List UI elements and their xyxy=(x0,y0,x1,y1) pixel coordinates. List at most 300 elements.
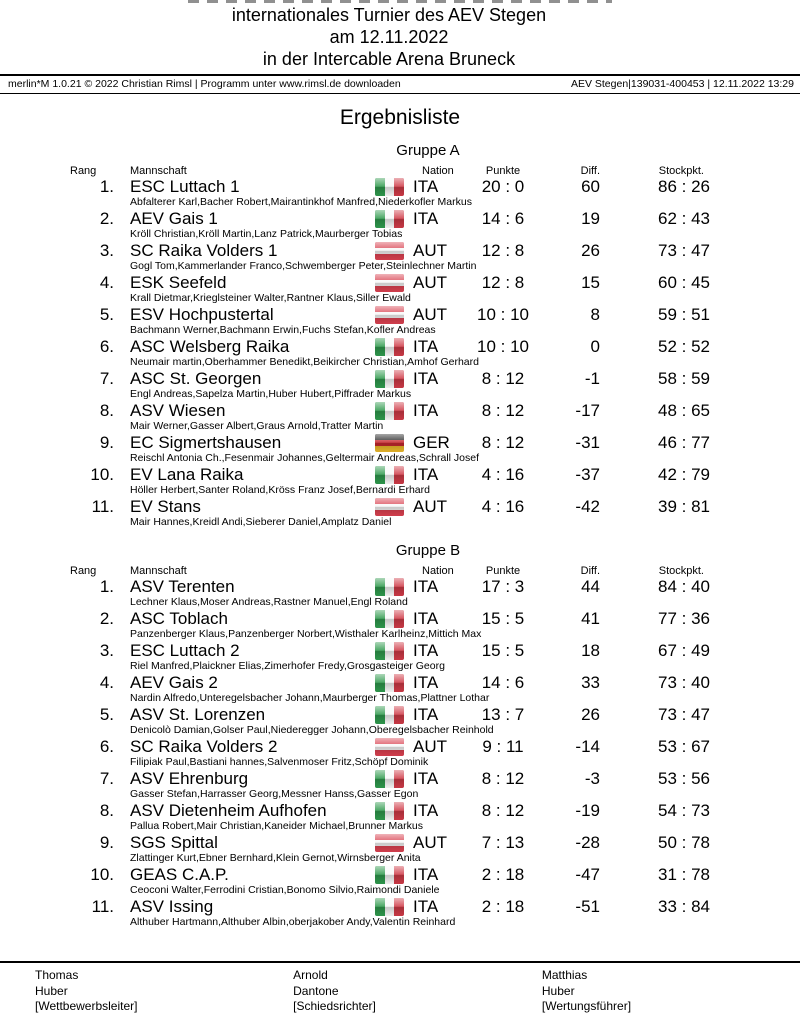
team-cell: EC Sigmertshausen xyxy=(130,433,282,452)
team-cell: ASV Issing xyxy=(130,897,214,916)
nation-cell: ITA xyxy=(413,177,439,196)
diff-cell: 0 xyxy=(590,337,600,356)
points-cell: 4 : 16 xyxy=(481,497,525,516)
team-cell: AEV Gais 2 xyxy=(130,673,218,692)
nation-cell: ITA xyxy=(413,577,439,596)
nation-cell: ITA xyxy=(413,337,439,356)
table-row xyxy=(0,833,800,865)
header-team: Mannschaft xyxy=(130,565,187,577)
players-line: Zlattinger Kurt,Ebner Bernhard,Klein Gernot,Wirnsberger Anita xyxy=(130,852,421,864)
flag-cell xyxy=(375,306,408,324)
flag-icon-aut xyxy=(375,274,404,292)
diff-cell: -3 xyxy=(584,769,600,788)
clipped-text-top xyxy=(188,0,612,3)
points-cell: 8 : 12 xyxy=(481,433,525,452)
stock-cell: 67 : 49 xyxy=(658,641,710,660)
diff-cell: -1 xyxy=(584,369,600,388)
team-main-row xyxy=(0,737,800,756)
rank-cell: 8. xyxy=(99,401,114,420)
nation-cell: ITA xyxy=(413,609,439,628)
rank-cell: 3. xyxy=(99,641,114,660)
flag-icon-ita xyxy=(375,178,404,196)
diff-cell: -17 xyxy=(575,401,600,420)
table-row xyxy=(0,737,800,769)
rank-cell: 1. xyxy=(99,577,114,596)
stock-cell: 86 : 26 xyxy=(658,177,710,196)
players-line: Riel Manfred,Plaickner Elias,Zimerhofer Fredy,Grosgasteiger Georg xyxy=(130,660,445,672)
diff-cell: -47 xyxy=(575,865,600,884)
team-cell: EV Lana Raika xyxy=(130,465,244,484)
flag-gloss xyxy=(375,274,404,292)
flag-gloss xyxy=(375,402,404,420)
flag-gloss xyxy=(375,306,404,324)
rank-cell: 6. xyxy=(99,737,114,756)
players-line: Neumair martin,Oberhammer Benedikt,Beikircher Christian,Amhof Gerhard xyxy=(130,356,479,368)
points-cell: 9 : 11 xyxy=(482,737,524,756)
flag-cell xyxy=(375,370,408,388)
rank-cell: 11. xyxy=(91,497,114,516)
table-row xyxy=(0,577,800,609)
points-cell: 10 : 10 xyxy=(477,305,529,324)
table-header-row xyxy=(0,562,800,577)
stock-cell: 62 : 43 xyxy=(658,209,710,228)
team-cell: EV Stans xyxy=(130,497,201,516)
flag-cell xyxy=(375,674,408,692)
nation-cell: ITA xyxy=(413,865,439,884)
title-line: am 12.11.2022 xyxy=(329,27,449,47)
players-line: Althuber Hartmann,Althuber Albin,oberjakober Andy,Valentin Reinhard xyxy=(130,916,456,928)
team-cell: ESC Luttach 1 xyxy=(130,177,240,196)
rank-cell: 7. xyxy=(99,369,114,388)
group-title: Gruppe B xyxy=(395,542,461,559)
points-cell: 8 : 12 xyxy=(481,801,525,820)
stock-cell: 60 : 45 xyxy=(658,273,710,292)
flag-icon-ita xyxy=(375,706,404,724)
points-cell: 13 : 7 xyxy=(481,705,525,724)
players-line: Mair Hannes,Kreidl Andi,Sieberer Daniel,Amplatz Daniel xyxy=(130,516,392,528)
flag-icon-ita xyxy=(375,642,404,660)
flag-cell xyxy=(375,770,408,788)
flag-gloss xyxy=(375,466,404,484)
team-main-row xyxy=(0,337,800,356)
flag-gloss xyxy=(375,642,404,660)
nation-cell: AUT xyxy=(413,305,447,324)
diff-cell: -14 xyxy=(575,737,600,756)
team-main-row xyxy=(0,433,800,452)
flag-icon-aut xyxy=(375,834,404,852)
team-cell: GEAS C.A.P. xyxy=(130,865,229,884)
flag-icon-ita xyxy=(375,402,404,420)
group-section xyxy=(0,142,800,529)
flag-cell xyxy=(375,178,408,196)
diff-cell: -31 xyxy=(575,433,600,452)
flag-cell xyxy=(375,338,408,356)
header-nation: Nation xyxy=(422,565,454,577)
table-header-row xyxy=(0,162,800,177)
diff-cell: 8 xyxy=(590,305,600,324)
flag-icon-aut xyxy=(375,498,404,516)
nation-cell: GER xyxy=(413,433,450,452)
flag-gloss xyxy=(375,210,404,228)
players-line: Denicolò Damian,Golser Paul,Niederegger Johann,Oberegelsbacher Reinhold xyxy=(130,724,494,736)
players-line: Filipiak Paul,Bastiani hannes,Salvenmoser Fritz,Schöpf Dominik xyxy=(130,756,429,768)
groups xyxy=(0,142,800,929)
team-main-row xyxy=(0,833,800,852)
stock-cell: 84 : 40 xyxy=(658,577,710,596)
team-main-row xyxy=(0,577,800,596)
points-cell: 20 : 0 xyxy=(481,177,525,196)
team-main-row xyxy=(0,705,800,724)
table-row xyxy=(0,241,800,273)
stock-cell: 59 : 51 xyxy=(658,305,710,324)
rank-cell: 7. xyxy=(99,769,114,788)
table-row xyxy=(0,401,800,433)
nation-cell: ITA xyxy=(413,673,439,692)
team-cell: ESV Hochpustertal xyxy=(130,305,274,324)
players-line: Ceoconi Walter,Ferrodini Cristian,Bonomo Silvio,Raimondi Daniele xyxy=(130,884,440,896)
tournament-title xyxy=(0,0,800,70)
flag-icon-ita xyxy=(375,370,404,388)
flag-gloss xyxy=(375,802,404,820)
official xyxy=(542,968,800,1015)
nation-cell: AUT xyxy=(413,737,447,756)
diff-cell: 26 xyxy=(581,241,600,260)
table-row xyxy=(0,673,800,705)
stock-cell: 33 : 84 xyxy=(658,897,710,916)
points-cell: 8 : 12 xyxy=(481,401,525,420)
flag-cell xyxy=(375,210,408,228)
rank-cell: 5. xyxy=(99,305,114,324)
nation-cell: AUT xyxy=(413,273,447,292)
team-cell: ESK Seefeld xyxy=(130,273,227,292)
header-rank: Rang xyxy=(70,565,97,577)
flag-icon-ita xyxy=(375,610,404,628)
points-cell: 12 : 8 xyxy=(481,241,525,260)
event-meta: AEV Stegen|139031-400453 | 12.11.2022 13:29 xyxy=(570,78,794,90)
stock-cell: 31 : 78 xyxy=(658,865,710,884)
team-main-row xyxy=(0,673,800,692)
flag-icon-ita xyxy=(375,802,404,820)
team-main-row xyxy=(0,177,800,196)
team-cell: ASV Ehrenburg xyxy=(130,769,249,788)
official-last-name: Huber xyxy=(35,983,68,998)
stock-cell: 50 : 78 xyxy=(658,833,710,852)
points-cell: 10 : 10 xyxy=(477,337,529,356)
flag-gloss xyxy=(375,834,404,852)
flag-icon-ita xyxy=(375,338,404,356)
table-row xyxy=(0,897,800,929)
table-row xyxy=(0,497,800,529)
stock-cell: 58 : 59 xyxy=(658,369,710,388)
table-row xyxy=(0,273,800,305)
official-first-name: Matthias xyxy=(541,968,588,982)
diff-cell: -42 xyxy=(575,497,600,516)
nation-cell: ITA xyxy=(413,369,439,388)
team-main-row xyxy=(0,209,800,228)
team-cell: SGS Spittal xyxy=(130,833,218,852)
title-line: internationales Turnier des AEV Stegen xyxy=(231,5,547,25)
diff-cell: 15 xyxy=(581,273,600,292)
stock-cell: 73 : 40 xyxy=(658,673,710,692)
flag-gloss xyxy=(375,498,404,516)
flag-cell xyxy=(375,578,408,596)
team-cell: ASC Toblach xyxy=(130,609,228,628)
stock-cell: 54 : 73 xyxy=(658,801,710,820)
rank-cell: 2. xyxy=(99,209,114,228)
rank-cell: 9. xyxy=(99,833,114,852)
program-credit: merlin*M 1.0.21 © 2022 Christian Rimsl | Programm unter www.rimsl.de downloaden xyxy=(8,78,401,90)
players-line: Gogl Tom,Kammerlander Franco,Schwemberger Peter,Steinlechner Martin xyxy=(130,260,477,272)
header-stock: Stockpkt. xyxy=(658,165,704,177)
officials xyxy=(0,963,800,1015)
flag-gloss xyxy=(375,866,404,884)
team-cell: ASV St. Lorenzen xyxy=(130,705,266,724)
team-main-row xyxy=(0,865,800,884)
nation-cell: AUT xyxy=(413,497,447,516)
diff-cell: 33 xyxy=(581,673,600,692)
rank-cell: 1. xyxy=(99,177,114,196)
team-main-row xyxy=(0,401,800,420)
official-first-name: Thomas xyxy=(35,968,79,982)
team-main-row xyxy=(0,769,800,788)
nation-cell: ITA xyxy=(413,209,439,228)
table-row xyxy=(0,369,800,401)
flag-cell xyxy=(375,706,408,724)
stock-cell: 52 : 52 xyxy=(658,337,710,356)
flag-cell xyxy=(375,738,408,756)
team-cell: ASC Welsberg Raika xyxy=(130,337,290,356)
group-title: Gruppe A xyxy=(396,142,460,159)
table-row xyxy=(0,337,800,369)
official-role: [Schiedsrichter] xyxy=(293,999,376,1013)
stock-cell: 46 : 77 xyxy=(658,433,710,452)
points-cell: 14 : 6 xyxy=(481,673,525,692)
official-last-name: Huber xyxy=(541,983,575,998)
rank-cell: 10. xyxy=(90,865,114,884)
rank-cell: 4. xyxy=(99,273,114,292)
flag-cell xyxy=(375,434,408,452)
players-line: Lechner Klaus,Moser Andreas,Rastner Manuel,Engl Roland xyxy=(130,596,408,608)
points-cell: 8 : 12 xyxy=(481,369,525,388)
meta-bar xyxy=(0,74,800,94)
stock-cell: 77 : 36 xyxy=(658,609,710,628)
rank-cell: 10. xyxy=(90,465,114,484)
diff-cell: 19 xyxy=(581,209,600,228)
points-cell: 12 : 8 xyxy=(481,273,525,292)
flag-gloss xyxy=(375,674,404,692)
flag-icon-aut xyxy=(375,738,404,756)
official-role: [Wertungsführer] xyxy=(541,999,632,1013)
table-row xyxy=(0,305,800,337)
team-cell: AEV Gais 1 xyxy=(130,209,218,228)
flag-gloss xyxy=(375,338,404,356)
team-main-row xyxy=(0,641,800,660)
team-main-row xyxy=(0,609,800,628)
team-main-row xyxy=(0,273,800,292)
team-cell: ESC Luttach 2 xyxy=(130,641,240,660)
team-main-row xyxy=(0,241,800,260)
nation-cell: ITA xyxy=(413,401,439,420)
players-line: Engl Andreas,Sapelza Martin,Huber Hubert,Piffrader Markus xyxy=(130,388,412,400)
nation-cell: AUT xyxy=(413,833,447,852)
players-line: Reischl Antonia Ch.,Fesenmair Johannes,Geltermair Andreas,Schrall Josef xyxy=(130,452,480,464)
points-cell: 7 : 13 xyxy=(481,833,525,852)
table-row xyxy=(0,465,800,497)
team-main-row xyxy=(0,465,800,484)
diff-cell: 44 xyxy=(581,577,600,596)
table-row xyxy=(0,705,800,737)
points-cell: 2 : 18 xyxy=(481,865,525,884)
rank-cell: 9. xyxy=(99,433,114,452)
stock-cell: 73 : 47 xyxy=(658,705,710,724)
rank-cell: 11. xyxy=(91,897,114,916)
flag-cell xyxy=(375,402,408,420)
diff-cell: 18 xyxy=(581,641,600,660)
flag-gloss xyxy=(375,434,404,452)
flag-icon-ita xyxy=(375,466,404,484)
flag-gloss xyxy=(375,610,404,628)
nation-cell: ITA xyxy=(413,801,439,820)
header-nation: Nation xyxy=(422,165,454,177)
flag-cell xyxy=(375,466,408,484)
table-row xyxy=(0,609,800,641)
header-points: Punkte xyxy=(485,565,521,577)
points-cell: 17 : 3 xyxy=(481,577,525,596)
header-rank: Rang xyxy=(70,165,97,177)
nation-cell: ITA xyxy=(413,705,439,724)
players-line: Kröll Christian,Kröll Martin,Lanz Patrick,Maurberger Tobias xyxy=(130,228,403,240)
header-diff: Diff. xyxy=(580,165,600,177)
stock-cell: 53 : 56 xyxy=(658,769,710,788)
flag-icon-aut xyxy=(375,306,404,324)
players-line: Abfalterer Karl,Bacher Robert,Mairantinkhof Manfred,Niederkofler Markus xyxy=(130,196,472,208)
players-line: Bachmann Werner,Bachmann Erwin,Fuchs Stefan,Kofler Andreas xyxy=(130,324,436,336)
official-role: [Wettbewerbsleiter] xyxy=(35,999,138,1013)
nation-cell: AUT xyxy=(413,241,447,260)
team-main-row xyxy=(0,897,800,916)
table-row xyxy=(0,865,800,897)
players-line: Mair Werner,Gasser Albert,Graus Arnold,Tratter Martin xyxy=(130,420,384,432)
diff-cell: 60 xyxy=(581,177,600,196)
stock-cell: 48 : 65 xyxy=(658,401,710,420)
flag-gloss xyxy=(375,242,404,260)
players-line: Gasser Stefan,Harrasser Georg,Messner Hanss,Gasser Egon xyxy=(130,788,419,800)
diff-cell: 26 xyxy=(581,705,600,724)
flag-cell xyxy=(375,834,408,852)
table-row xyxy=(0,801,800,833)
stock-cell: 39 : 81 xyxy=(658,497,710,516)
rank-cell: 5. xyxy=(99,705,114,724)
rank-cell: 4. xyxy=(99,673,114,692)
points-cell: 15 : 5 xyxy=(481,641,525,660)
diff-cell: -51 xyxy=(575,897,600,916)
flag-icon-ita xyxy=(375,770,404,788)
flag-gloss xyxy=(375,578,404,596)
flag-icon-aut xyxy=(375,242,404,260)
header-points: Punkte xyxy=(485,165,521,177)
points-cell: 4 : 16 xyxy=(481,465,525,484)
flag-gloss xyxy=(375,770,404,788)
stock-cell: 53 : 67 xyxy=(658,737,710,756)
team-cell: ASV Dietenheim Aufhofen xyxy=(130,801,327,820)
official xyxy=(35,968,293,1015)
points-cell: 14 : 6 xyxy=(481,209,525,228)
team-main-row xyxy=(0,369,800,388)
team-cell: ASV Wiesen xyxy=(130,401,226,420)
table-row xyxy=(0,209,800,241)
title-line: in der Intercable Arena Bruneck xyxy=(262,49,516,69)
flag-gloss xyxy=(375,738,404,756)
nation-cell: ITA xyxy=(413,465,439,484)
flag-cell xyxy=(375,898,408,916)
players-line: Höller Herbert,Santer Roland,Kröss Franz Josef,Bernardi Erhard xyxy=(130,484,430,496)
rank-cell: 6. xyxy=(99,337,114,356)
diff-cell: -37 xyxy=(575,465,600,484)
flag-cell xyxy=(375,498,408,516)
flag-icon-ger xyxy=(375,434,404,452)
points-cell: 15 : 5 xyxy=(481,609,525,628)
stock-cell: 42 : 79 xyxy=(658,465,710,484)
points-cell: 8 : 12 xyxy=(481,769,525,788)
flag-cell xyxy=(375,802,408,820)
flag-cell xyxy=(375,274,408,292)
flag-cell xyxy=(375,866,408,884)
flag-icon-ita xyxy=(375,210,404,228)
official-first-name: Arnold xyxy=(293,968,328,982)
team-cell: SC Raika Volders 1 xyxy=(130,241,278,260)
header-stock: Stockpkt. xyxy=(658,565,704,577)
rank-cell: 3. xyxy=(99,241,114,260)
flag-cell xyxy=(375,642,408,660)
team-cell: SC Raika Volders 2 xyxy=(130,737,278,756)
stock-cell: 73 : 47 xyxy=(658,241,710,260)
flag-cell xyxy=(375,242,408,260)
group-section xyxy=(0,542,800,929)
page-title: Ergebnisliste xyxy=(339,106,461,129)
team-main-row xyxy=(0,801,800,820)
table-row xyxy=(0,769,800,801)
diff-cell: -28 xyxy=(575,833,600,852)
nation-cell: ITA xyxy=(413,769,439,788)
signature-footer xyxy=(0,961,800,1015)
players-line: Krall Dietmar,Krieglsteiner Walter,Rantner Klaus,Siller Ewald xyxy=(130,292,411,304)
team-main-row xyxy=(0,305,800,324)
flag-icon-ita xyxy=(375,674,404,692)
official-last-name: Dantone xyxy=(293,983,339,998)
official xyxy=(293,968,542,1015)
nation-cell: ITA xyxy=(413,641,439,660)
diff-cell: -19 xyxy=(575,801,600,820)
flag-cell xyxy=(375,610,408,628)
flag-icon-ita xyxy=(375,866,404,884)
team-cell: ASV Terenten xyxy=(130,577,235,596)
points-cell: 2 : 18 xyxy=(481,897,525,916)
table-row xyxy=(0,177,800,209)
table-row xyxy=(0,641,800,673)
players-line: Nardin Alfredo,Unteregelsbacher Johann,Maurberger Thomas,Plattner Lothar xyxy=(130,692,490,704)
flag-gloss xyxy=(375,898,404,916)
players-line: Panzenberger Klaus,Panzenberger Norbert,Wisthaler Karlheinz,Mittich Max xyxy=(130,628,482,640)
flag-gloss xyxy=(375,178,404,196)
diff-cell: 41 xyxy=(581,609,600,628)
rank-cell: 8. xyxy=(99,801,114,820)
team-main-row xyxy=(0,497,800,516)
header-team: Mannschaft xyxy=(130,165,187,177)
flag-icon-ita xyxy=(375,578,404,596)
table-row xyxy=(0,433,800,465)
rank-cell: 2. xyxy=(99,609,114,628)
flag-icon-ita xyxy=(375,898,404,916)
